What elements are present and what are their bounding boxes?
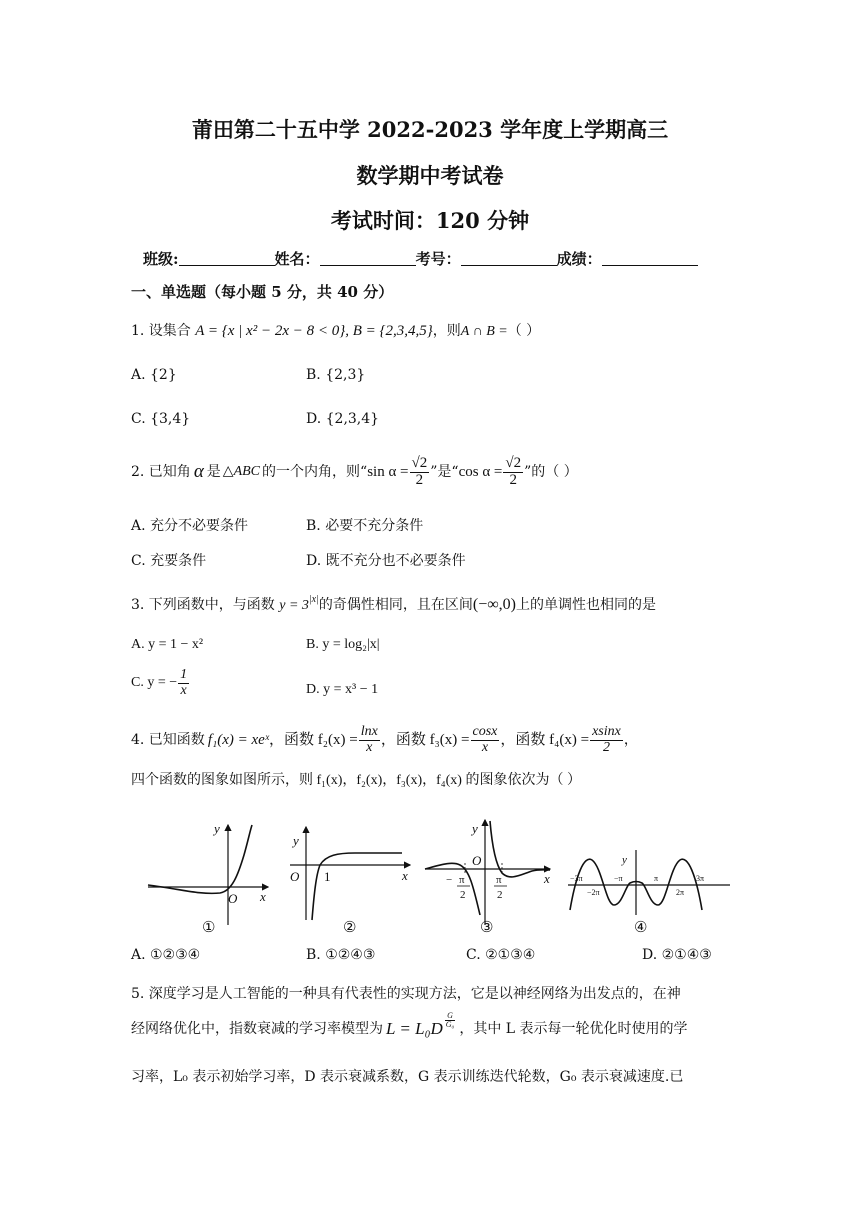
q4-prefix: 4. 已知函数 xyxy=(131,732,205,749)
q3-option-c-pre: C. y = − xyxy=(131,675,178,691)
q4-f3-num: cosx xyxy=(472,724,498,739)
q5-model-exp-den: G₀ xyxy=(445,1020,455,1030)
g4-tick-neg-3pi: −3π xyxy=(570,874,583,883)
q1-paren: （ ） xyxy=(507,323,541,339)
q5-line-1: 5. 深度学习是人工智能的一种具有代表性的实现方法，它是以神经网络为出发点的，在神 xyxy=(131,986,681,1002)
q4-option-b: B. ①②④③ xyxy=(306,947,376,963)
id-label: 考号： xyxy=(415,250,461,268)
q3-option-d: D. y = x³ − 1 xyxy=(306,682,379,697)
q1-option-c: C. {3,4} xyxy=(131,411,191,427)
q2-mid1: 是 xyxy=(206,464,221,481)
g3-y-label: y xyxy=(472,821,478,836)
q5-model: L = L₀D xyxy=(386,1019,443,1038)
q4-end: ， xyxy=(623,732,638,749)
q4-f2-num: lnx xyxy=(360,724,378,739)
graph-label-3: ③ xyxy=(480,920,494,935)
q1-option-a: A. {2} xyxy=(131,367,177,383)
question-4 xyxy=(131,725,638,755)
g3-two-left: 2 xyxy=(460,889,466,901)
q4-f3-pre: ，函数 f₃(x) = xyxy=(380,732,470,749)
g3-curve-left xyxy=(425,863,480,915)
name-blank xyxy=(320,251,416,266)
q1-sets: A = {x | x² − 2x − 8 < 0}, B = {2,3,4,5} xyxy=(195,323,433,339)
q2-option-c: C. 充要条件 xyxy=(131,553,207,569)
g3-pi-right: π xyxy=(496,874,502,886)
g1-y-label: y xyxy=(214,821,220,836)
info-line xyxy=(143,250,698,268)
q4-f4-pre: ，函数 f₄(x) = xyxy=(500,732,590,749)
q2-option-a: A. 充分不必要条件 xyxy=(131,518,249,534)
q4-f4-den: 2 xyxy=(602,739,610,755)
q5-model-exp-num: G xyxy=(447,1011,453,1020)
q2-cos: cos α = xyxy=(458,464,503,481)
q4-option-a: A. ①②③④ xyxy=(131,947,201,963)
g4-tick-neg-2pi: −2π xyxy=(587,888,600,897)
class-blank xyxy=(179,251,275,266)
question-3 xyxy=(131,591,656,615)
q1-mid: ，则 xyxy=(432,323,461,339)
q2-mid3: ”是“ xyxy=(430,464,459,481)
id-blank xyxy=(461,251,557,266)
q3-prefix: 3. 下列函数中，与函数 xyxy=(131,597,275,613)
q3-func-exp: |x| xyxy=(308,594,319,605)
graph-label-1: ① xyxy=(202,920,216,935)
title-line-1: 莆田第二十五中学 2022-2023 学年度上学期高三 xyxy=(191,117,669,142)
g2-x-label: x xyxy=(402,868,408,883)
q1-prefix: 1. 设集合 xyxy=(131,323,191,339)
q3-func: y = 3 xyxy=(279,598,309,613)
g3-origin: O xyxy=(472,853,482,868)
q4-line-2: 四个函数的图象如图所示，则 f₁(x)，f₂(x)，f₃(x)，f₄(x) 的图象依次为（ ） xyxy=(131,773,581,788)
g2-y-label: y xyxy=(293,833,299,848)
question-1 xyxy=(131,322,540,341)
q1-option-b: B. {2,3} xyxy=(306,367,366,383)
q3-option-a: A. y = 1 − x² xyxy=(131,637,204,652)
q3-mid: 的奇偶性相同，且在区间 xyxy=(318,597,473,613)
q5-line-3: 习率，L₀ 表示初始学习率，D 表示衰减系数，G 表示训练迭代轮数，G₀ 表示衰减速度.已 xyxy=(131,1069,684,1085)
q5-line-2 xyxy=(131,1011,688,1038)
q2-alpha: α xyxy=(193,461,204,483)
q3-suffix: 上的单调性也相同的是 xyxy=(515,597,656,613)
q5-model-exp xyxy=(444,1012,457,1030)
class-label: 班级: xyxy=(143,250,179,268)
g4-tick-neg-pi: −π xyxy=(614,874,623,883)
q2-option-b: B. 必要不充分条件 xyxy=(306,518,424,534)
q4-f2-pre: ，函数 f₂(x) = xyxy=(269,732,358,749)
g3-pi-left: π xyxy=(459,874,465,886)
score-blank xyxy=(602,251,698,266)
q1-expr: A ∩ B = xyxy=(460,324,508,339)
q5-line-2-pre: 经网络优化中，指数衰减的学习率模型为 xyxy=(131,1021,383,1037)
q2-frac-2 xyxy=(503,456,523,489)
q2-suffix: ”的（ ） xyxy=(524,464,578,481)
q4-f3-frac xyxy=(471,725,500,755)
name-label: 姓名： xyxy=(274,250,320,268)
title-line-2: 数学期中考试卷 xyxy=(356,163,504,188)
q2-triangle: △ABC xyxy=(222,464,261,480)
graph-label-2: ② xyxy=(343,920,357,935)
g2-curve xyxy=(312,853,402,920)
g3-x-label: x xyxy=(544,871,550,886)
g4-tick-3pi: 3π xyxy=(696,874,705,883)
g2-origin: O xyxy=(290,869,300,884)
q3-option-c-frac xyxy=(178,668,189,698)
q2-frac-2-den: 2 xyxy=(509,471,518,488)
q3-interval: (−∞,0) xyxy=(472,596,516,613)
q4-f4-num: xsinx xyxy=(592,724,621,739)
q4-f1: f₁(x) = xeˣ xyxy=(207,732,270,749)
q4-f2-den: x xyxy=(366,739,373,755)
q2-frac-1 xyxy=(410,456,430,489)
q5-line-2-post: ，其中 L 表示每一轮优化时使用的学 xyxy=(459,1021,688,1037)
q3-option-c xyxy=(131,668,190,698)
q4-option-c: C. ②①③④ xyxy=(466,947,536,963)
q3-option-c-den: x xyxy=(180,682,187,698)
g1-curve xyxy=(148,825,252,893)
q2-prefix: 2. 已知角 xyxy=(131,464,191,481)
q1-option-d: D. {2,3,4} xyxy=(306,411,380,427)
q3-option-c-num: 1 xyxy=(180,667,188,682)
g1-origin: O xyxy=(228,891,238,906)
title-line-3: 考试时间：120 分钟 xyxy=(330,208,530,233)
q4-f2-frac xyxy=(359,725,380,755)
score-label: 成绩： xyxy=(556,250,602,268)
q4-f3-den: x xyxy=(481,739,489,755)
q2-option-d: D. 既不充分也不必要条件 xyxy=(306,553,466,569)
q4-option-d: D. ②①④③ xyxy=(642,947,712,963)
q2-frac-2-num: √2 xyxy=(505,455,522,471)
g3-minus-sign: − xyxy=(446,874,453,886)
g1-x-label: x xyxy=(260,889,266,904)
g4-tick-pi: π xyxy=(654,874,659,883)
graph-label-4: ④ xyxy=(634,920,648,935)
g2-one-label: 1 xyxy=(324,869,331,884)
q4-f4-frac xyxy=(590,725,623,755)
g4-tick-2pi: 2π xyxy=(676,888,685,897)
section-title: 一、单选题（每小题 5 分，共 40 分） xyxy=(131,283,394,301)
q2-sin: sin α = xyxy=(367,464,409,481)
g4-y-label: y xyxy=(622,854,627,866)
question-2 xyxy=(131,456,578,489)
g3-two-right: 2 xyxy=(497,889,503,901)
q2-frac-1-den: 2 xyxy=(415,471,424,488)
q2-mid2: 的一个内角，则“ xyxy=(262,464,368,481)
q2-frac-1-num: √2 xyxy=(411,455,428,471)
q4-graphs xyxy=(140,815,740,935)
q3-option-b: B. y = log₂|x| xyxy=(306,637,380,652)
